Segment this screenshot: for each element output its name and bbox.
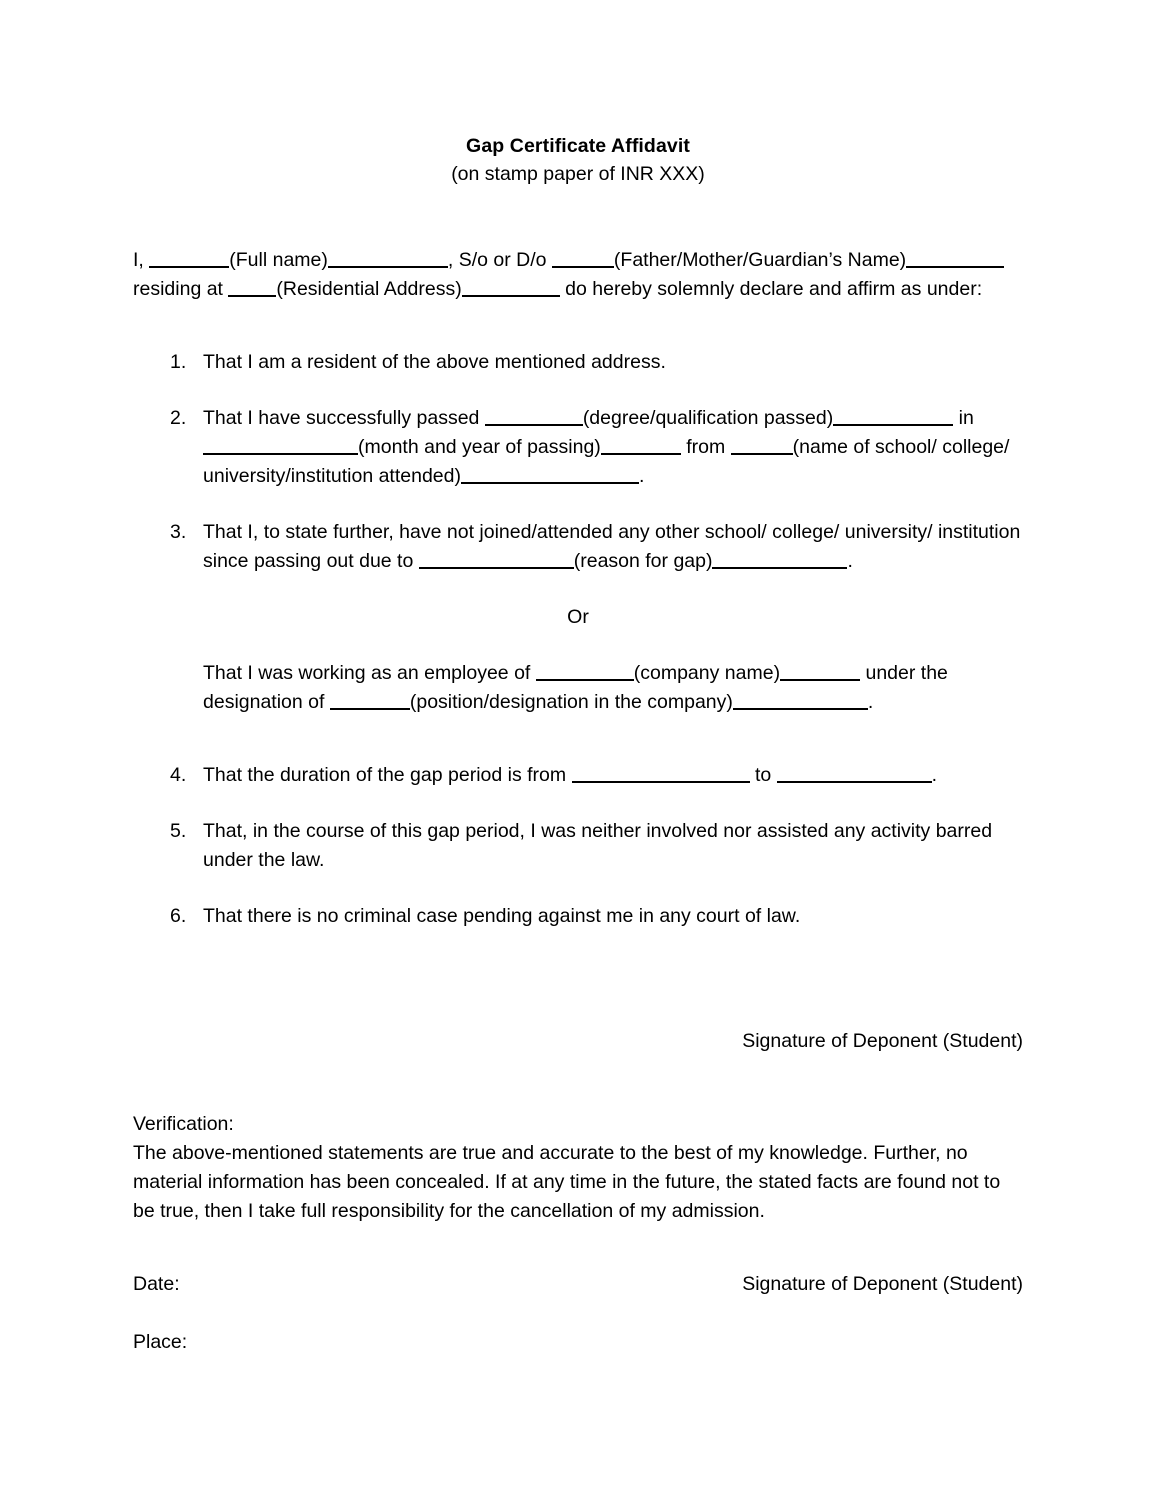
blank-month-year-post[interactable] [601,435,681,455]
verification-block [133,1110,1023,1226]
deponent-signature-bottom: Signature of Deponent (Student) [742,1273,1023,1295]
clause-marker: 2. [170,407,187,429]
alt-text-4: (position/designation in the company) [409,691,733,713]
alt-text-5: . [867,691,874,713]
alternative-paragraph [203,659,1023,717]
clause-2-text-2: (degree/qualification passed) [582,407,834,429]
blank-degree-pre[interactable] [485,406,583,426]
clause-4-text-3: . [931,764,938,786]
title-block [133,132,1023,189]
clause-item-5 [133,817,1023,875]
blank-address-pre[interactable] [228,277,276,297]
clause-marker: 1. [170,351,187,373]
clause-item-3 [133,518,1023,576]
blank-institution-post[interactable] [461,464,639,484]
place-label: Place: [133,1331,188,1353]
intro-paragraph [133,246,1023,304]
intro-text-3: , S/o or D/o [447,249,552,271]
clause-2-text-7: . [638,465,645,487]
page-subtitle: (on stamp paper of INR XXX) [451,163,705,185]
blank-degree-post[interactable] [833,406,953,426]
blank-address-post[interactable] [462,277,560,297]
blank-reason-post[interactable] [712,549,847,569]
page-title: Gap Certificate Affidavit [466,135,690,157]
blank-full-name-post[interactable] [328,248,448,268]
clause-marker: 3. [170,521,187,543]
clause-2-text-6: (name of school/ college/ university/institution attended) [203,436,1010,487]
deponent-signature-top: Signature of Deponent (Student) [742,1030,1023,1052]
blank-gap-from[interactable] [572,763,750,783]
footer-row [133,1270,1023,1299]
blank-full-name-pre[interactable] [149,248,229,268]
clause-marker: 5. [170,820,187,842]
blank-guardian-name-post[interactable] [906,248,1004,268]
intro-text-6: (Residential Address) [276,278,462,300]
blank-designation-pre[interactable] [330,690,410,710]
clause-6-text: That there is no criminal case pending against me in any court of law. [203,905,801,927]
clause-2-text-4: (month and year of passing) [358,436,601,458]
blank-designation-post[interactable] [733,690,868,710]
clause-4-text-2: to [749,764,777,786]
alt-text-2: (company name) [633,662,781,684]
blank-reason-pre[interactable] [419,549,574,569]
verification-body: The above-mentioned statements are true and accurate to the best of my knowledge. Further, no material information has been concealed. If at any time in the future, the stated facts are found not to be true, then I take full responsibility for the cancellation of my admission. [133,1142,1001,1222]
blank-institution-pre[interactable] [731,435,793,455]
clause-3-text-2: (reason for gap) [573,550,713,572]
clause-2-text-3: in [953,407,974,429]
clause-2-text-5: from [680,436,731,458]
alt-text-1: That I was working as an employee of [203,662,536,684]
clause-4-text-1: That the duration of the gap period is from [203,764,572,786]
clause-item-1 [133,348,1023,377]
blank-month-year-pre[interactable] [203,435,358,455]
clause-3-text-3: . [847,550,853,572]
intro-text-1: I, [133,249,150,271]
clause-1-text: That I am a resident of the above mentioned address. [203,351,666,373]
clause-marker: 6. [170,905,187,927]
blank-guardian-name-pre[interactable] [552,248,614,268]
alt-text-3: under the designation of [203,662,948,713]
intro-text-4: (Father/Mother/Guardian’s Name) [613,249,907,271]
clause-item-2 [133,404,1023,491]
clause-list-bottom [133,761,1023,931]
clause-3-text-1: That I, to state further, have not joined/attended any other school/ college/ university/ institution since passing out due to [203,521,1021,572]
document-content [133,0,1023,1357]
alternative-divider: Or [567,606,589,628]
blank-gap-to[interactable] [777,763,932,783]
date-label: Date: [133,1273,180,1295]
intro-text-2: (Full name) [229,249,328,271]
blank-company-pre[interactable] [536,661,634,681]
intro-text-5: residing at [133,278,229,300]
clause-2-text-1: That I have successfully passed [203,407,485,429]
clause-5-text: That, in the course of this gap period, I was neither involved nor assisted any activity barred under the law. [203,820,993,871]
clause-item-4 [133,761,1023,790]
clause-item-6 [133,902,1023,931]
blank-company-post[interactable] [780,661,860,681]
clause-list-top [133,348,1023,576]
clause-marker: 4. [170,764,187,786]
verification-label: Verification: [133,1113,234,1135]
intro-text-7: do hereby solemnly declare and affirm as under: [559,278,983,300]
